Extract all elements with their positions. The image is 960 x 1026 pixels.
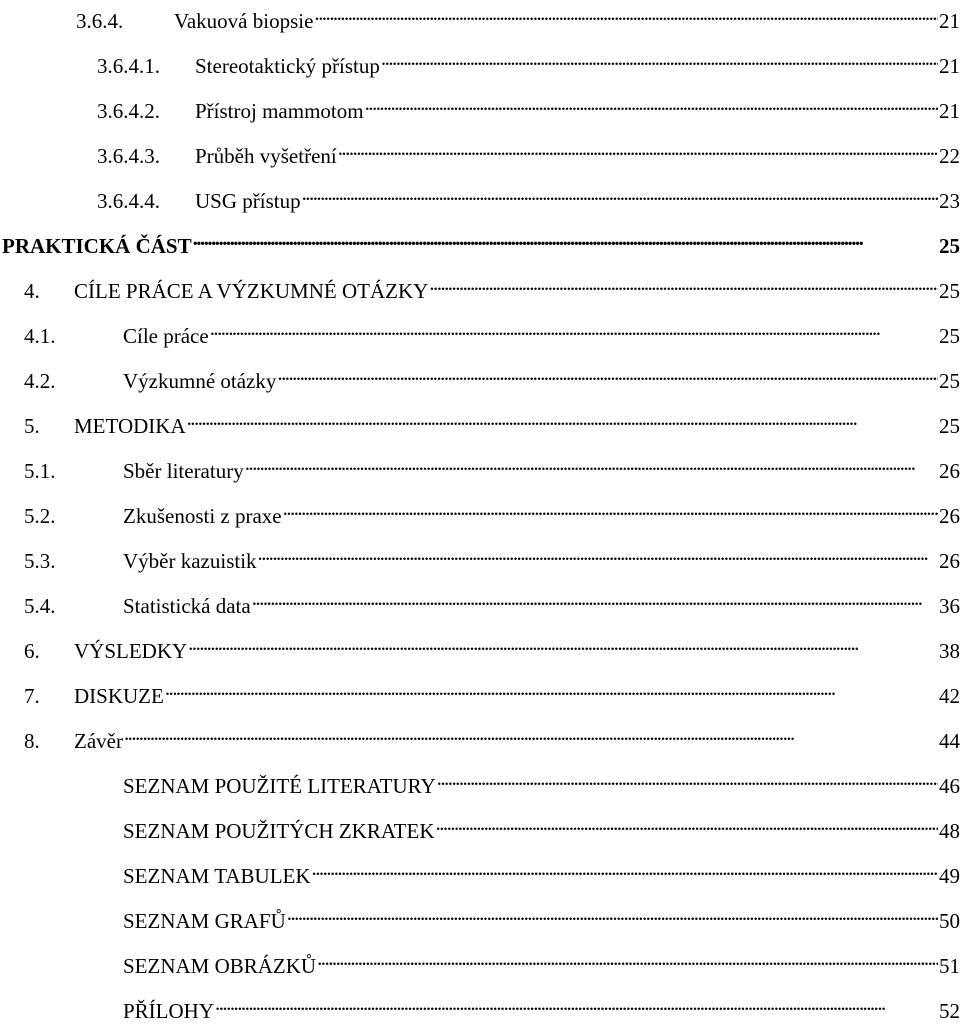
toc-entry-title: SEZNAM GRAFŮ: [123, 909, 286, 933]
dot-leader: [365, 88, 938, 118]
toc-entry-title: DISKUZE: [74, 684, 164, 708]
toc-entry-title: PŘÍLOHY: [123, 999, 215, 1023]
toc-entry-title: VÝSLEDKY: [74, 639, 188, 663]
dot-leader: [252, 583, 938, 613]
toc-entry-page: 25: [939, 324, 960, 348]
dot-leader: [210, 313, 938, 343]
dot-leader: [317, 943, 938, 973]
toc-entry: [123, 763, 960, 798]
toc-entry: [24, 268, 960, 303]
dot-leader: [215, 988, 938, 1018]
toc-entry-number: 3.6.4.: [76, 9, 124, 33]
toc-entry-title: Vakuová biopsie: [174, 9, 314, 33]
toc-entry-page: 26: [939, 549, 960, 573]
toc-entry: [97, 88, 960, 123]
toc-entry-number: 3.6.4.3.: [97, 144, 160, 168]
toc-entry-number: 5.3.: [24, 549, 56, 573]
toc-entry-number: 8.: [24, 729, 40, 753]
toc-entry-title: Statistická data: [123, 594, 251, 618]
dot-leader: [429, 268, 938, 298]
toc-entry-page: 21: [939, 9, 960, 33]
toc-entry-number: 6.: [24, 639, 40, 663]
toc-entry: [76, 0, 960, 33]
toc-entry-page: 23: [939, 189, 960, 213]
toc-entry-title: Závěr: [74, 729, 123, 753]
toc-entry-page: 52: [939, 999, 960, 1023]
dot-leader: [437, 763, 938, 793]
toc-entry: [97, 43, 960, 78]
toc-entry: [123, 898, 960, 933]
toc-entry-number: 4.2.: [24, 369, 56, 393]
toc-entry-part: [2, 223, 960, 258]
toc-entry-title: Výzkumné otázky: [123, 369, 277, 393]
toc-entry-title: SEZNAM POUŽITÉ LITERATURY: [123, 774, 436, 798]
toc-entry: [123, 853, 960, 888]
toc-entry-title: Cíle práce: [123, 324, 209, 348]
toc-entry-number: 7.: [24, 684, 40, 708]
toc-entry: [24, 358, 960, 393]
toc-entry-number: 4.: [24, 279, 40, 303]
toc-entry: [24, 673, 960, 708]
toc-entry: [24, 448, 960, 483]
toc-entry-page: 42: [939, 684, 960, 708]
toc-entry-number: 4.1.: [24, 324, 56, 348]
toc-entry: [123, 808, 960, 843]
toc-entry-page: 46: [939, 774, 960, 798]
dot-leader: [245, 448, 938, 478]
dot-leader: [436, 808, 939, 838]
dot-leader: [188, 628, 938, 658]
toc-entry: [97, 178, 960, 213]
toc-entry: [24, 583, 960, 618]
toc-entry: [24, 628, 960, 663]
toc-entry-title: PRAKTICKÁ ČÁST: [2, 234, 192, 258]
dot-leader: [338, 133, 938, 163]
toc-entry-number: 3.6.4.4.: [97, 189, 160, 213]
toc-entry-page: 25: [939, 414, 960, 438]
toc-entry-title: Přístroj mammotom: [195, 99, 364, 123]
toc-entry-number: 5.1.: [24, 459, 56, 483]
dot-leader: [287, 898, 938, 928]
toc-entry: [24, 493, 960, 528]
toc-entry: [24, 403, 960, 438]
toc-entry-title: Stereotaktický přístup: [195, 54, 380, 78]
toc-entry-page: 22: [939, 144, 960, 168]
toc-entry-page: 38: [939, 639, 960, 663]
toc-entry: [24, 718, 960, 753]
dot-leader: [302, 178, 938, 208]
toc-entry-title: SEZNAM POUŽITÝCH ZKRATEK: [123, 819, 435, 843]
toc-entry-page: 25: [939, 369, 960, 393]
dot-leader: [283, 493, 938, 523]
toc-entry-title: METODIKA: [74, 414, 186, 438]
dot-leader: [314, 0, 938, 28]
toc-entry-title: Sběr literatury: [123, 459, 244, 483]
toc-entry-title: CÍLE PRÁCE A VÝZKUMNÉ OTÁZKY: [74, 279, 429, 303]
toc-entry-page: 25: [939, 279, 960, 303]
toc-entry-title: SEZNAM TABULEK: [123, 864, 311, 888]
dot-leader: [124, 718, 938, 748]
toc-entry: [123, 943, 960, 978]
toc-entry-page: 50: [939, 909, 960, 933]
dot-leader: [312, 853, 938, 883]
toc-entry-number: 3.6.4.2.: [97, 99, 160, 123]
toc-entry-page: 51: [939, 954, 960, 978]
dot-leader: [258, 538, 938, 568]
toc-entry: [97, 133, 960, 168]
dot-leader: [193, 223, 938, 253]
toc-entry-number: 5.4.: [24, 594, 56, 618]
toc-entry-title: SEZNAM OBRÁZKŮ: [123, 954, 317, 978]
dot-leader: [381, 43, 938, 73]
toc-entry: [123, 988, 960, 1023]
toc-entry-title: Zkušenosti z praxe: [123, 504, 282, 528]
toc-entry-title: Průběh vyšetření: [195, 144, 337, 168]
toc-entry-title: Výběr kazuistik: [123, 549, 257, 573]
dot-leader: [165, 673, 938, 703]
toc-entry: [24, 313, 960, 348]
toc-entry: [24, 538, 960, 573]
toc-entry-number: 5.: [24, 414, 40, 438]
toc-entry-page: 48: [939, 819, 960, 843]
toc-entry-number: 5.2.: [24, 504, 56, 528]
toc-entry-title: USG přístup: [195, 189, 301, 213]
dot-leader: [187, 403, 938, 433]
toc-entry-page: 25: [939, 234, 960, 258]
toc-entry-number: 3.6.4.1.: [97, 54, 160, 78]
toc-entry-page: 44: [939, 729, 960, 753]
toc-entry-page: 36: [939, 594, 960, 618]
toc-entry-page: 49: [939, 864, 960, 888]
dot-leader: [277, 358, 938, 388]
toc-entry-page: 26: [939, 504, 960, 528]
toc-entry-page: 21: [939, 54, 960, 78]
toc-entry-page: 21: [939, 99, 960, 123]
toc-entry-page: 26: [939, 459, 960, 483]
